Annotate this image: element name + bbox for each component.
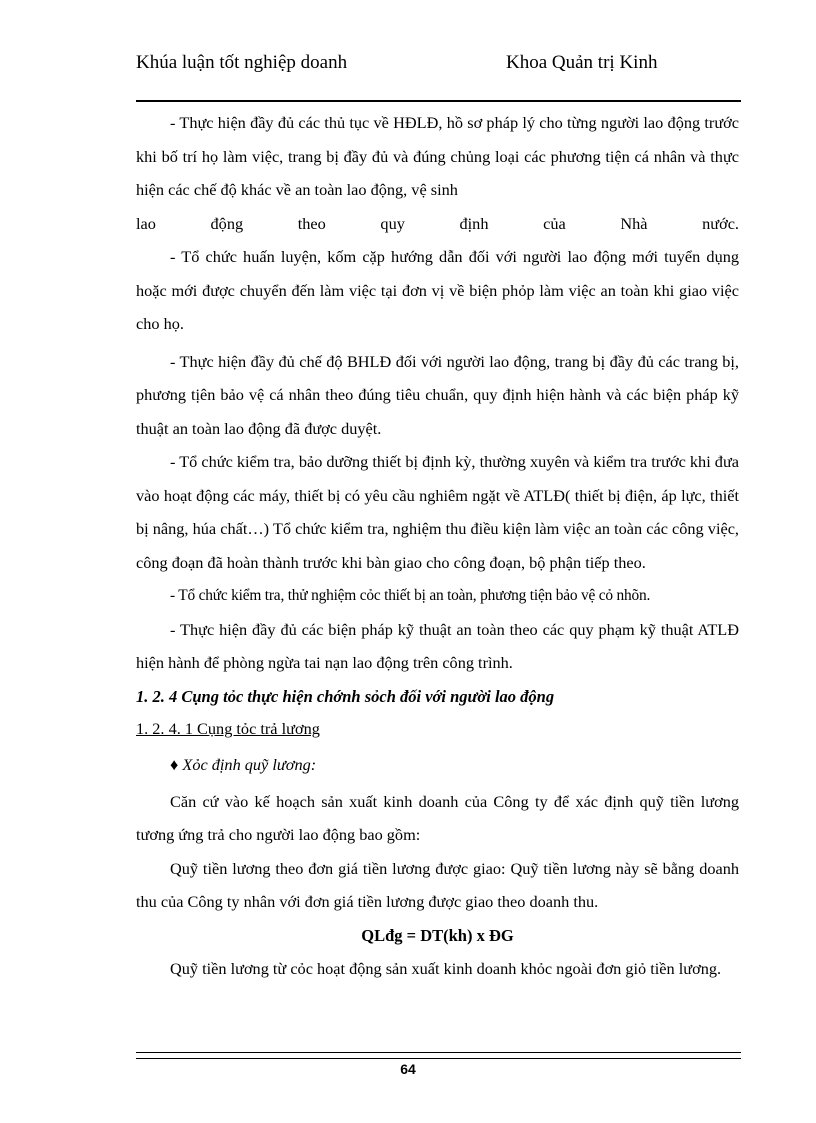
page-body — [136, 106, 739, 985]
page-header — [136, 50, 741, 102]
paragraph-equipment-inspection: - Tổ chức kiểm tra, bảo dưỡng thiết bị định kỳ, thường xuyên và kiểm tra trước khi đưa vào hoạt động các máy, thiết bị có yêu cầu nghiêm ngặt về ATLĐ( thiết bị điện, áp lực, thiết bị nâng, húa chất…) Tổ chức kiểm tra, nghiệm thu điều kiện làm việc an toàn các công việc, công đoạn đã hoàn thành trước khi bàn giao cho công đoạn, bộ phận tiếp theo. — [136, 452, 739, 572]
paragraph-training: - Tổ chức huấn luyện, kốm cặp hướng dẫn đối với người lao động mới tuyển dụng hoặc mới được chuyển đến làm việc tại đơn vị về biện phỏp làm việc an toàn khi giao việc cho họ. — [136, 247, 739, 333]
paragraph-labor-procedures: - Thực hiện đầy đủ các thủ tục về HĐLĐ, hồ sơ pháp lý cho từng người lao động trước khi bố trí họ làm việc, trang bị đầy đủ và đúng chủng loại các phương tiện cá nhân và thực hiện các chế độ khác về an toàn lao động, vệ sinh — [136, 113, 739, 199]
paragraph-technical-measures: - Thực hiện đầy đủ các biện pháp kỹ thuật an toàn theo các quy phạm kỹ thuật ATLĐ hiện hành để phòng ngừa tai nạn lao động trên công trình. — [136, 619, 739, 672]
paragraph-safety-regime: - Thực hiện đầy đủ chế độ BHLĐ đối với người lao động, trang bị đầy đủ các trang bị, phương tịên bảo vệ cá nhân theo đúng tiêu chuẩn, quy định hiện hành và các biện pháp kỹ thuật an toàn lao động đã được duyệt. — [136, 351, 739, 438]
salary-formula: QLđg = DT(kh) x ĐG — [361, 925, 514, 945]
bullet-salary-fund: ♦ Xỏc định quỹ lương: — [170, 754, 317, 774]
paragraph-salary-fund: Quỹ tiền lương theo đơn giá tiền lương được giao: Quỹ tiền lương này sẽ bằng doanh thu của Công ty nhân với đơn giá tiền lương được giao theo doanh thu. — [136, 858, 739, 911]
subsection-heading: 1. 2. 4. 1 Cụng tỏc trả lương — [136, 718, 320, 738]
paragraph-salary-basis: Căn cứ vào kế hoạch sản xuất kinh doanh của Công ty để xác định quỹ tiền lương tương ứng trả cho người lao động bao gồm: — [136, 791, 739, 844]
page-number: 64 — [400, 1061, 416, 1077]
section-heading: 1. 2. 4 Cụng tỏc thực hiện chớnh sỏch đối với người lao động — [136, 686, 555, 706]
paragraph-other-activities: Quỹ tiền lương từ cỏc hoạt động sản xuất kinh doanh khỏc ngoài đơn giỏ tiền lương. — [170, 958, 722, 978]
header-thesis-title: Khúa luận tốt nghiệp doanh — [136, 52, 348, 73]
header-faculty: Khoa Quản trị Kinh — [506, 52, 658, 73]
paragraph-safety-testing: - Tổ chức kiểm tra, thử nghiệm cỏc thiết bị an toàn, phương tiện bảo vệ cỏ nhõn. — [170, 587, 651, 604]
paragraph-labor-procedures-end: lao động theo quy định của Nhà nước. — [136, 213, 739, 233]
footer-divider — [136, 1052, 741, 1059]
